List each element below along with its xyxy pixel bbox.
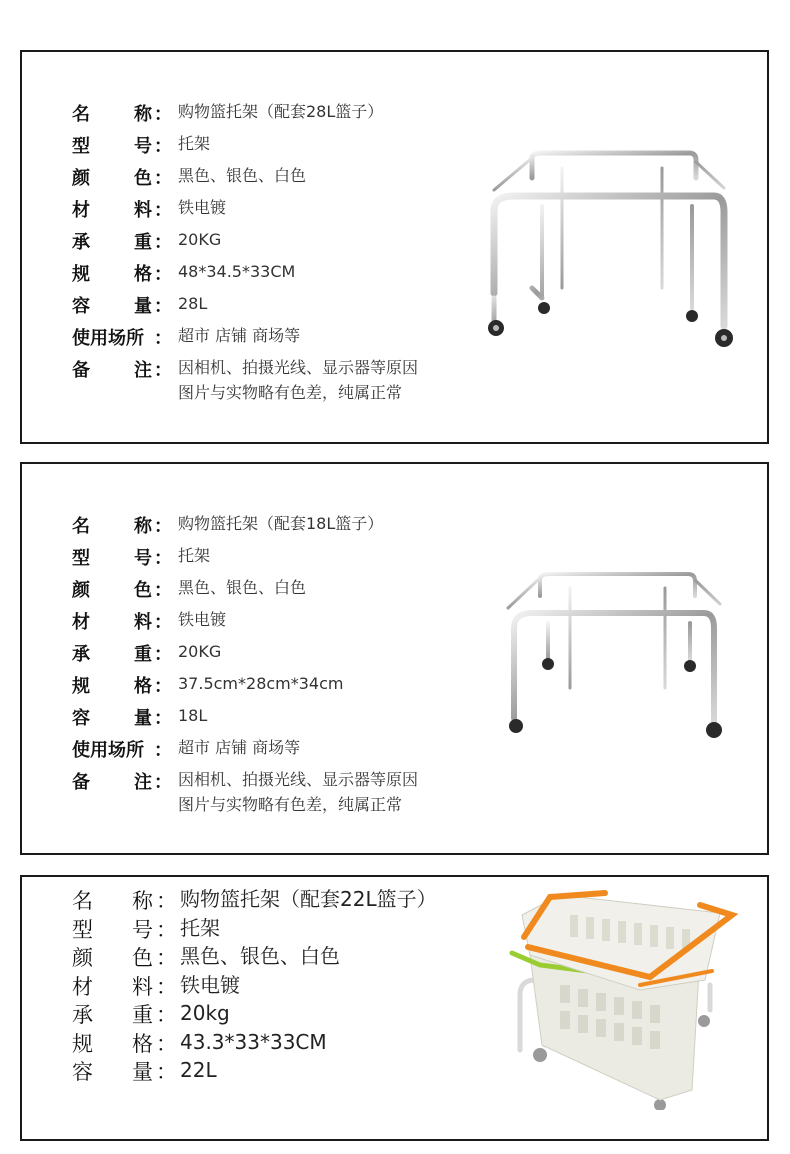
product-card-22l bbox=[20, 875, 769, 1141]
spec-value: 超市 店铺 商场等 bbox=[178, 738, 301, 757]
spec-value-line2: 图片与实物略有色差，纯属正常 bbox=[178, 383, 403, 402]
label-char: 格 bbox=[134, 264, 152, 285]
label-char: 承 bbox=[72, 644, 90, 665]
spec-row-usage bbox=[72, 736, 300, 760]
chrome-basket-rack-image bbox=[484, 148, 734, 358]
spec-value: 20kg bbox=[180, 1001, 230, 1025]
label-text: 使用场所 bbox=[72, 740, 144, 761]
spec-row-material bbox=[72, 608, 226, 632]
spec-value: 超市 店铺 商场等 bbox=[178, 326, 301, 345]
label-char: 称 bbox=[132, 889, 153, 913]
spec-row-note bbox=[72, 768, 418, 792]
label-char: 格 bbox=[134, 676, 152, 697]
label-colon: ： bbox=[156, 946, 177, 970]
label-colon: ： bbox=[154, 740, 172, 761]
label-colon: ： bbox=[156, 1003, 177, 1027]
label-char: 颜 bbox=[72, 946, 93, 970]
spec-row-name bbox=[72, 100, 383, 124]
label-char: 号 bbox=[134, 136, 152, 157]
label-char: 色 bbox=[134, 580, 152, 601]
spec-value: 黑色、银色、白色 bbox=[178, 166, 307, 185]
label-char: 格 bbox=[132, 1032, 153, 1056]
label-char: 容 bbox=[72, 1060, 93, 1084]
label-char: 规 bbox=[72, 1032, 93, 1056]
label-char: 型 bbox=[72, 548, 90, 569]
label-colon: ： bbox=[154, 612, 172, 633]
spec-value: 20KG bbox=[178, 230, 222, 249]
label-colon: ： bbox=[154, 136, 172, 157]
spec-row-capacity bbox=[72, 704, 207, 728]
spec-row-load bbox=[72, 228, 221, 252]
label-colon: ： bbox=[154, 296, 172, 317]
spec-value: 托架 bbox=[178, 134, 211, 153]
label-colon: ： bbox=[154, 676, 172, 697]
spec-value: 20KG bbox=[178, 642, 222, 661]
label-colon: ： bbox=[156, 1060, 177, 1084]
label-char: 颜 bbox=[72, 168, 90, 189]
label-char: 承 bbox=[72, 1003, 93, 1027]
product-card-18l bbox=[20, 462, 769, 855]
basket-with-rack-image bbox=[500, 885, 750, 1110]
spec-value: 购物篮托架（配套28L篮子） bbox=[178, 102, 384, 121]
label-colon: ： bbox=[156, 975, 177, 999]
spec-value: 铁电镀 bbox=[178, 198, 227, 217]
spec-row-color bbox=[72, 942, 340, 970]
label-char: 材 bbox=[72, 200, 90, 221]
label-colon: ： bbox=[154, 104, 172, 125]
spec-row-size bbox=[72, 260, 295, 284]
spec-row-model bbox=[72, 544, 210, 568]
label-char: 重 bbox=[134, 644, 152, 665]
spec-row-model bbox=[72, 914, 220, 942]
label-char: 容 bbox=[72, 708, 90, 729]
label-colon: ： bbox=[154, 516, 172, 537]
spec-value-line2: 图片与实物略有色差，纯属正常 bbox=[178, 795, 403, 814]
spec-value: 托架 bbox=[180, 916, 220, 940]
label-char: 重 bbox=[134, 232, 152, 253]
label-char: 规 bbox=[72, 264, 90, 285]
label-char: 名 bbox=[72, 516, 90, 537]
spec-row-capacity bbox=[72, 292, 207, 316]
spec-row-name bbox=[72, 885, 437, 913]
label-colon: ： bbox=[156, 1032, 177, 1056]
label-colon: ： bbox=[156, 918, 177, 942]
spec-row-load bbox=[72, 640, 221, 664]
spec-value: 48*34.5*33CM bbox=[178, 262, 296, 281]
spec-value: 28L bbox=[178, 294, 208, 313]
label-colon: ： bbox=[154, 708, 172, 729]
label-char: 量 bbox=[134, 296, 152, 317]
spec-row-model bbox=[72, 132, 210, 156]
spec-row-color bbox=[72, 164, 306, 188]
label-colon: ： bbox=[154, 168, 172, 189]
label-char: 材 bbox=[72, 975, 93, 999]
spec-row-color bbox=[72, 576, 306, 600]
spec-value: 托架 bbox=[178, 546, 211, 565]
label-char: 色 bbox=[132, 946, 153, 970]
label-colon: ： bbox=[154, 264, 172, 285]
spec-row-capacity bbox=[72, 1056, 217, 1084]
label-colon: ： bbox=[154, 580, 172, 601]
spec-value: 购物篮托架（配套22L篮子） bbox=[180, 887, 437, 911]
label-colon: ： bbox=[154, 644, 172, 665]
label-char: 料 bbox=[132, 975, 153, 999]
spec-value: 22L bbox=[180, 1058, 217, 1082]
spec-value: 18L bbox=[178, 706, 208, 725]
label-char: 色 bbox=[134, 168, 152, 189]
label-char: 注 bbox=[134, 360, 152, 381]
spec-row-material bbox=[72, 196, 226, 220]
spec-value: 黑色、银色、白色 bbox=[180, 944, 340, 968]
label-char: 承 bbox=[72, 232, 90, 253]
label-char: 材 bbox=[72, 612, 90, 633]
label-char: 料 bbox=[134, 612, 152, 633]
label-colon: ： bbox=[154, 232, 172, 253]
spec-value: 37.5cm*28cm*34cm bbox=[178, 674, 344, 693]
label-colon: ： bbox=[154, 548, 172, 569]
label-colon: ： bbox=[154, 200, 172, 221]
spec-value: 黑色、银色、白色 bbox=[178, 578, 307, 597]
label-char: 注 bbox=[134, 772, 152, 793]
label-char: 号 bbox=[132, 918, 153, 942]
label-char: 号 bbox=[134, 548, 152, 569]
label-char: 称 bbox=[134, 516, 152, 537]
label-char: 料 bbox=[134, 200, 152, 221]
label-char: 备 bbox=[72, 360, 90, 381]
label-char: 型 bbox=[72, 918, 93, 942]
label-colon: ： bbox=[154, 328, 172, 349]
spec-row-size bbox=[72, 672, 344, 696]
spec-row-usage bbox=[72, 324, 300, 348]
spec-value: 铁电镀 bbox=[178, 610, 227, 629]
label-colon: ： bbox=[156, 889, 177, 913]
spec-value: 铁电镀 bbox=[180, 973, 240, 997]
spec-value: 购物篮托架（配套18L篮子） bbox=[178, 514, 384, 533]
label-char: 型 bbox=[72, 136, 90, 157]
label-char: 备 bbox=[72, 772, 90, 793]
spec-value: 因相机、拍摄光线、显示器等原因 bbox=[178, 358, 419, 377]
spec-value: 43.3*33*33CM bbox=[180, 1030, 327, 1054]
label-text: 使用场所 bbox=[72, 328, 144, 349]
label-char: 量 bbox=[134, 708, 152, 729]
label-char: 称 bbox=[134, 104, 152, 125]
label-char: 颜 bbox=[72, 580, 90, 601]
product-card-28l bbox=[20, 50, 769, 444]
spec-row-note bbox=[72, 356, 418, 380]
label-char: 名 bbox=[72, 889, 93, 913]
label-char: 名 bbox=[72, 104, 90, 125]
spec-row-load bbox=[72, 999, 230, 1027]
label-char: 容 bbox=[72, 296, 90, 317]
spec-row-name bbox=[72, 512, 383, 536]
spec-row-material bbox=[72, 971, 240, 999]
label-char: 规 bbox=[72, 676, 90, 697]
label-char: 重 bbox=[132, 1003, 153, 1027]
label-colon: ： bbox=[154, 360, 172, 381]
label-char: 量 bbox=[132, 1060, 153, 1084]
spec-row-size bbox=[72, 1028, 327, 1056]
chrome-basket-rack-image bbox=[500, 568, 730, 748]
label-colon: ： bbox=[154, 772, 172, 793]
spec-value: 因相机、拍摄光线、显示器等原因 bbox=[178, 770, 419, 789]
